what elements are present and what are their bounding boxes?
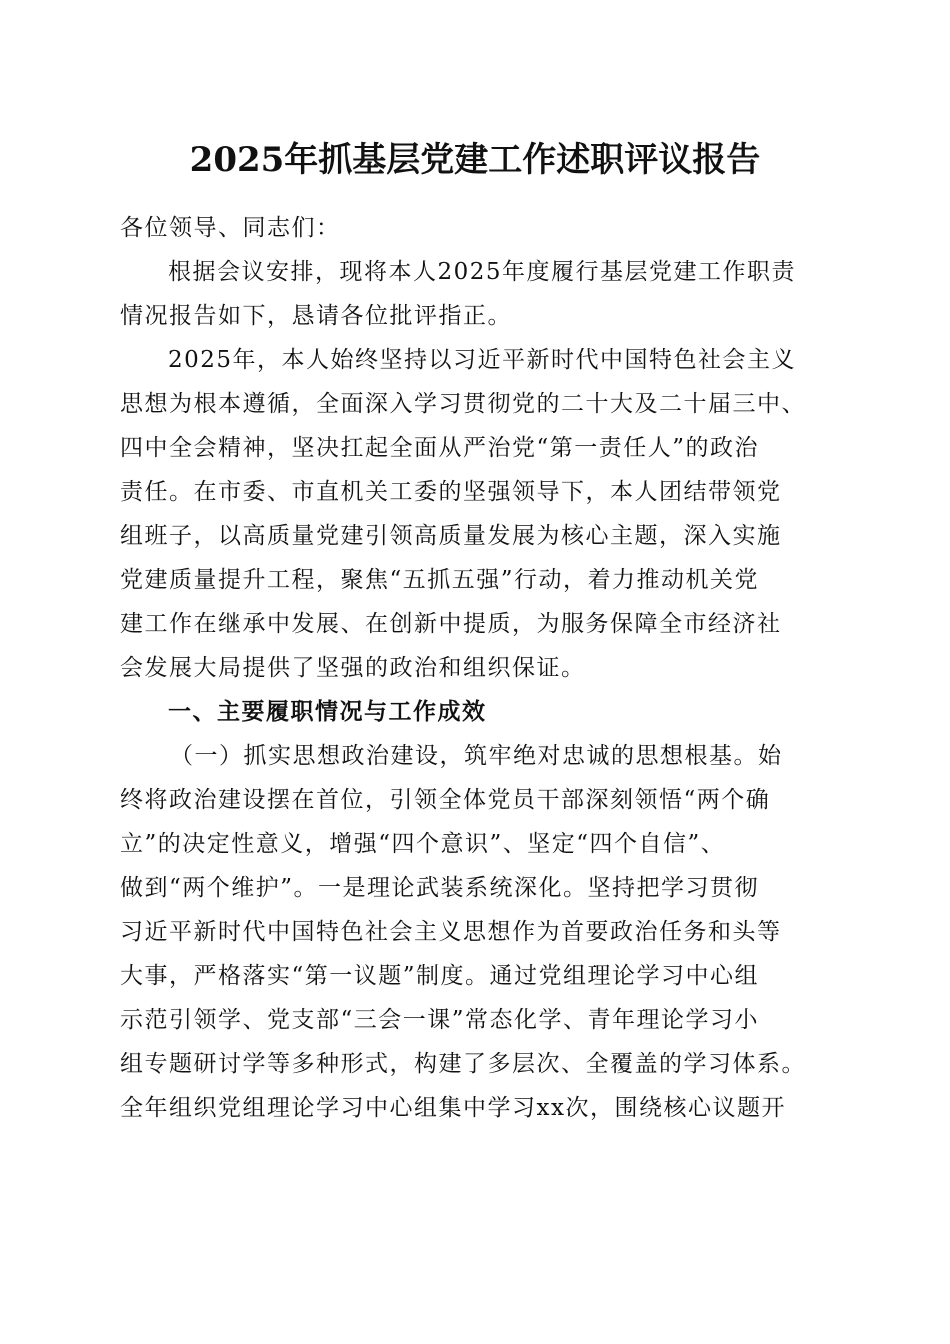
section-heading: 一、主要履职情况与工作成效 bbox=[168, 699, 487, 725]
paragraph-line: 组班子，以高质量党建引领高质量发展为核心主题，深入实施 bbox=[120, 523, 782, 549]
paragraph-line: 建工作在继承中发展、在创新中提质，为服务保障全市经济社 bbox=[120, 611, 782, 637]
paragraph-line: 示范引领学、党支部“三会一课”常态化学、青年理论学习小 bbox=[120, 1007, 760, 1033]
paragraph-line: 会发展大局提供了坚强的政治和组织保证。 bbox=[120, 655, 586, 681]
paragraph-overview bbox=[120, 338, 832, 690]
paragraph-line: 根据会议安排，现将本人2025年度履行基层党建工作职责 bbox=[168, 259, 797, 285]
paragraph-line: 大事，严格落实“第一议题”制度。通过党组理论学习中心组 bbox=[120, 963, 760, 989]
paragraph-line: 情况报告如下，恳请各位批评指正。 bbox=[120, 303, 512, 329]
paragraph-line: 责任。在市委、市直机关工委的坚强领导下，本人团结带领党 bbox=[120, 479, 782, 505]
paragraph-line: 全年组织党组理论学习中心组集中学习xx次，围绕核心议题开 bbox=[120, 1095, 786, 1121]
paragraph-line: 立”的决定性意义，增强“四个意识”、坚定“四个自信”、 bbox=[120, 831, 726, 857]
greeting: 各位领导、同志们： bbox=[120, 215, 341, 241]
paragraph-line: 2025年，本人始终坚持以习近平新时代中国特色社会主义 bbox=[168, 347, 797, 373]
document-title: 2025年抓基层党建工作述职评议报告 bbox=[189, 140, 761, 180]
paragraph-line: 终将政治建设摆在首位，引领全体党员干部深刻领悟“两个确 bbox=[120, 787, 771, 813]
paragraph-line: 做到“两个维护”。一是理论武装系统深化。坚持把学习贯彻 bbox=[120, 875, 760, 901]
document-body bbox=[120, 206, 832, 1130]
paragraph-line: 思想为根本遵循，全面深入学习贯彻党的二十大及二十届三中、 bbox=[120, 391, 806, 417]
paragraph-line: 习近平新时代中国特色社会主义思想作为首要政治任务和头等 bbox=[120, 919, 782, 945]
paragraph-intro bbox=[120, 250, 832, 338]
paragraph-section1 bbox=[120, 734, 832, 1130]
paragraph-line: 党建质量提升工程，聚焦“五抓五强”行动，着力推动机关党 bbox=[120, 567, 760, 593]
paragraph-line: （一）抓实思想政治建设，筑牢绝对忠诚的思想根基。始 bbox=[170, 743, 783, 769]
paragraph-line: 四中全会精神，坚决扛起全面从严治党“第一责任人”的政治 bbox=[120, 435, 760, 461]
paragraph-line: 组专题研讨学等多种形式，构建了多层次、全覆盖的学习体系。 bbox=[120, 1051, 806, 1077]
